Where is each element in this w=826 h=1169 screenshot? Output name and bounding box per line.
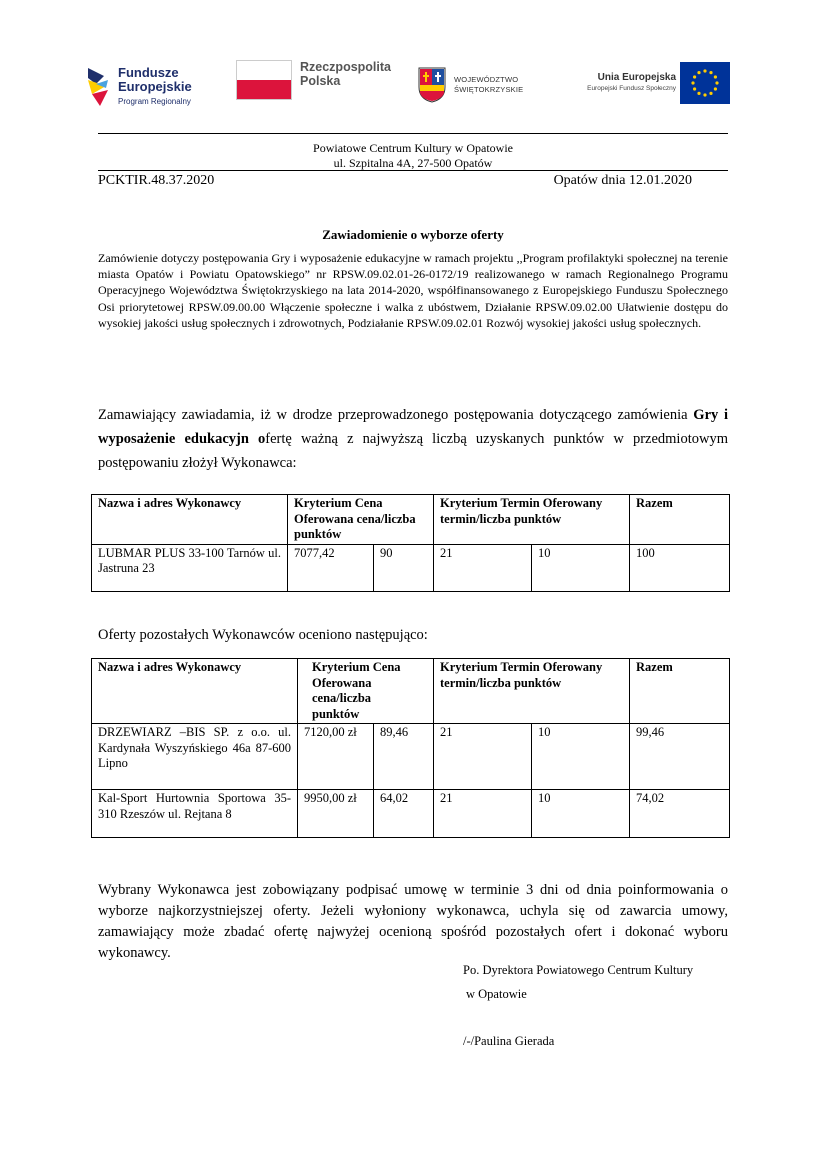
offer-price: 9950,00 zł <box>298 790 374 838</box>
rzeczpospolita-polska-logo <box>236 60 396 104</box>
wojewodztwo-logo-line2: ŚWIĘTOKRZYSKIE <box>454 85 524 94</box>
rzeczpospolita-logo-line1: Rzeczpospolita <box>300 60 391 74</box>
document-date: Opatów dnia 12.01.2020 <box>553 173 692 188</box>
offer-price-points: 90 <box>374 544 434 591</box>
signature-name: /-/Paulina Gierada <box>463 1034 555 1048</box>
header-name: Nazwa i adres Wykonawcy <box>92 659 298 724</box>
unia-logo-line1: Unia Europejska <box>597 72 676 83</box>
poland-flag-icon <box>236 60 292 100</box>
offer-total: 74,02 <box>630 790 730 838</box>
offer-term-points: 10 <box>532 790 630 838</box>
unia-europejska-logo <box>568 62 734 108</box>
signature-title: Po. Dyrektora Powiatowego Centrum Kultury <box>463 963 694 977</box>
offer-term: 21 <box>434 544 532 591</box>
table-row <box>92 544 730 591</box>
unia-logo-line2: Europejski Fundusz Społeczny <box>587 85 676 92</box>
fundusze-star-icon <box>86 62 112 108</box>
header-term: Kryterium Termin Oferowany termin/liczba punktów <box>434 495 630 545</box>
header-total: Razem <box>630 495 730 545</box>
header-price: Kryterium Cena Oferowana cena/liczba punktów <box>288 495 434 545</box>
fundusze-logo-line1: Fundusze <box>118 65 179 80</box>
offer-name: DRZEWIARZ –BIS SP. z o.o. ul. Kardynała Wyszyńskiego 46a 87-600 Lipno <box>92 724 298 790</box>
offer-price-points: 89,46 <box>374 724 434 790</box>
signature-location: w Opatowie <box>466 987 527 1001</box>
header-total: Razem <box>630 659 730 724</box>
header-name: Nazwa i adres Wykonawcy <box>92 495 288 545</box>
offer-term-points: 10 <box>532 544 630 591</box>
other-offers-table <box>91 658 730 838</box>
offer-total: 99,46 <box>630 724 730 790</box>
selection-text-part1: Zamawiający zawiadamia, iż w drodze przeprowadzonego postępowania dotyczącego zamówienia <box>98 407 688 423</box>
offer-total: 100 <box>630 544 730 591</box>
offer-term: 21 <box>434 790 532 838</box>
institution-name: Powiatowe Centrum Kultury w Opatowie <box>313 141 513 155</box>
selection-order-name: Gry i wyposażenie edukacyjn o <box>98 407 729 447</box>
table-row <box>92 790 730 838</box>
offer-price-points: 64,02 <box>374 790 434 838</box>
wojewodztwo-logo-line1: WOJEWÓDZTWO <box>454 75 519 84</box>
obligation-paragraph: Wybrany Wykonawca jest zobowiązany podpisać umowę w terminie 3 dni od dnia poinformowania o wyborze najkorzystniejszej oferty. Jeżeli wyłoniony wykonawca, uchyla się od zawarcia umowy, zamawiający może zbadać ofertę najwyżej ocenioną spośród pozostałych ofert i dokonać wyboru wykonawcy. <box>98 882 728 961</box>
rzeczpospolita-logo-line2: Polska <box>300 74 341 88</box>
wojewodztwo-swietokrzyskie-logo <box>418 67 538 107</box>
header-term: Kryterium Termin Oferowany termin/liczba punktów <box>434 659 630 724</box>
selection-paragraph <box>98 403 728 475</box>
fundusze-europejskie-logo <box>86 62 226 110</box>
offer-term: 21 <box>434 724 532 790</box>
eu-flag-icon <box>680 62 730 104</box>
intro-paragraph: Zamówienie dotyczy postępowania Gry i wyposażenie edukacyjne w ramach projektu ,,Program profilaktyki społecznej na terenie miasta Opatów i Powiatu Opatowskiego” nr RPSW.09.02.01-26-0172/19 realizowanego w ramach Regionalnego Programu Operacyjnego Województwa Świętokrzyskiego na lata 2014-2020, współfinansowanego z Europejskiego Funduszu Społecznego Osi priorytetowej RPSW.09.00.00 Włączenie społeczne i walka z ubóstwem, Działanie RPSW.09.02.00 Ułatwienie dostępu do wysokiej jakości usług społecznych i zdrowotnych, Podziałanie RPSW.09.02.01 Rozwój wysokiej jakości usług społecznych. <box>98 251 728 330</box>
institution-address: ul. Szpitalna 4A, 27-500 Opatów <box>333 156 493 170</box>
fundusze-logo-line3: Program Regionalny <box>118 97 191 106</box>
offer-name: Kal-Sport Hurtownia Sportowa 35-310 Rzeszów ul. Rejtana 8 <box>92 790 298 838</box>
winning-offer-table <box>91 494 730 592</box>
table-header-row <box>92 659 730 724</box>
table-header-row <box>92 495 730 545</box>
offer-price: 7120,00 zł <box>298 724 374 790</box>
table-row <box>92 724 730 790</box>
header-price: Kryterium Cena Oferowana cena/liczba punktów <box>298 659 434 724</box>
header-top-rule <box>98 133 728 134</box>
document-title: Zawiadomienie o wyborze oferty <box>322 227 504 242</box>
reference-number: PCKTIR.48.37.2020 <box>98 173 215 188</box>
selection-text-part2: fertę ważną z najwyższą liczbą uzyskanych punktów w przedmiotowym postępowaniu złożył Wykonawca: <box>98 431 728 471</box>
swietokrzyskie-crest-icon <box>418 67 446 103</box>
fundusze-logo-line2: Europejskie <box>118 79 192 94</box>
offer-term-points: 10 <box>532 724 630 790</box>
header-bottom-rule <box>98 170 728 171</box>
offer-name: LUBMAR PLUS 33-100 Tarnów ul. Jastruna 23 <box>92 544 288 591</box>
other-offers-heading: Oferty pozostałych Wykonawców oceniono następująco: <box>98 627 428 643</box>
offer-price: 7077,42 <box>288 544 374 591</box>
